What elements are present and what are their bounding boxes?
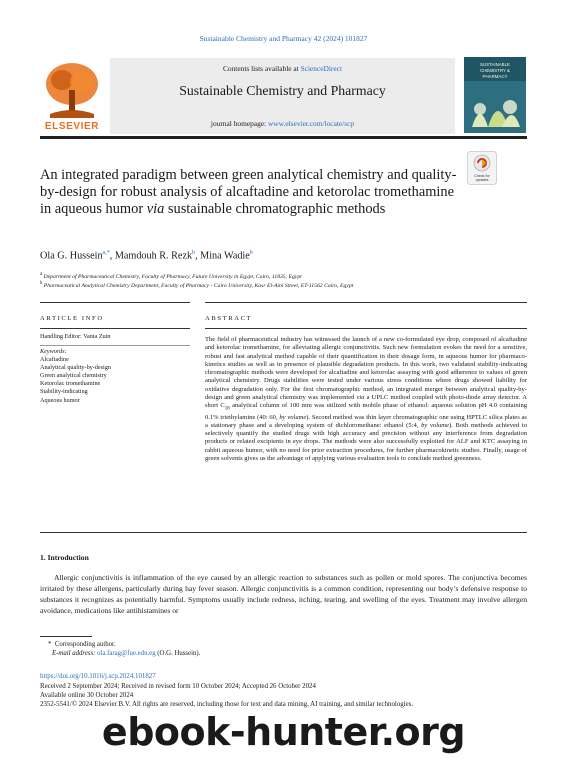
affiliation: $^a$ Department of Pharmaceutical Chemistry, Faculty of Pharmacy, Future University in Egypt, Cairo, 11835, Egypt bbox=[40, 272, 302, 280]
keywords-block bbox=[40, 348, 190, 405]
footnote-rule bbox=[40, 636, 92, 637]
keywords-label: Keywords: bbox=[40, 348, 67, 355]
article-info-rule bbox=[40, 328, 190, 329]
author-list: Ola G. Hussein$^{a,*}$, Mamdouh R. Rezk$^b$, Mina Wadie$^b$ bbox=[40, 250, 253, 262]
corresponding-author-note: * Corresponding author. bbox=[48, 641, 116, 648]
watermark-text: ebook-hunter.org bbox=[101, 710, 466, 754]
keywords-rule bbox=[40, 345, 190, 346]
abstract-text: The field of pharmaceutical industry has witnessed the launch of a new co-formulated eye drop, composed of alcaftadine and ketorolac tromethamine, for alleviating allergic conjunctivitis. Such new formulation evokes the need for a sensitive, robust and fast analytical method capable of their quantification in their dosage form, in aqueous humor for pharmaco-kinetics studies as well as in presence of plausible degradation products. In this work, two validated stability-indicating chromatographic methods were developed for alcaftadine and ketorolac assaying with good adherence to values of green analytical chemistry. Drugs stabilities were tested under various stress conditions where drugs showed liability for oxidative degradation only. For the first chromatographic method, an integrated merger between analytical quality-by-design and green analytical chemistry was implemented via a UPLC method coupled with photo-diode array detector. A short $C_{18}$ analytical column of 100 mm was utilized with mobile phase of ethanol: aqueous solution pH 4.0 containing 0.1% triethylamine (40: 60, by volume). Second method was thin layer chromatographic one using HPTLC silica plates as a stationary phase and a developing system of dichloromethane: ethanol (5:4, by volume). Both methods achieved to selectively quantify the studied drugs with high accuracy and precision without any interference from degradation products or related excipients in eye drops. The methods were also successfully exploited for ALF and KTC assaying in rabbit aqueous humor, with no need for prior extraction procedures, for further pharmacokinetic studies. Finally, usage of green solvents gives us the advantage of applying various evaluation tools to conclude method greenness. bbox=[205, 336, 527, 462]
keyword: Alcaftadine bbox=[40, 356, 69, 364]
online-date: Available online 30 October 2024 bbox=[40, 692, 134, 699]
journal-citation[interactable]: Sustainable Chemistry and Pharmacy 42 (2024) 101827 bbox=[199, 34, 368, 43]
section-heading-introduction: 1. Introduction bbox=[40, 553, 89, 562]
abstract-rule bbox=[205, 328, 527, 329]
keyword: Green analytical chemistry bbox=[40, 372, 107, 380]
author-name[interactable]: Mamdouh R. Rezk bbox=[114, 250, 193, 262]
email-link[interactable]: ola.farag@fue.edu.eg bbox=[97, 650, 156, 657]
copyright-line: 2352-5541/© 2024 Elsevier B.V. All rights are reserved, including those for text and data mining, AI training, and similar technologies. bbox=[40, 701, 414, 708]
sciencedirect-link[interactable]: ScienceDirect bbox=[300, 64, 343, 73]
article-title: An integrated paradigm between green analytical chemistry and quality-by-design for robust analysis of alcaftadine and ketorolac tromethamine in aqueous humor via sustainable chromatographic methods bbox=[40, 167, 457, 218]
keyword: Ketorolac tromethamine bbox=[40, 380, 101, 388]
journal-cover-image[interactable] bbox=[464, 57, 526, 133]
check-for-updates-label-2: updates bbox=[475, 178, 489, 182]
cover-title-line3: PHARMACY bbox=[482, 74, 508, 79]
handling-editor: Handling Editor: Vania Zuin bbox=[40, 333, 111, 340]
affiliation: $^b$ Pharmaceutical Analytical Chemistry Department, Faculty of Pharmacy - Cairo University, Kasr El-Aini Street, ET-11562 Cairo, Egypt bbox=[40, 281, 354, 289]
header-rule bbox=[40, 136, 527, 139]
introduction-paragraph: Allergic conjunctivitis is inflammation of the eye caused by an allergic reaction to substances such as pollen or mold spores. The conjunctiva becomes irritated by these allergens, particularly during hay fever season. Allergic conjunctivitis is a common condition, representing our body’s defensive response to substances it recognizes as potentially harmful. Symptoms usually include redness, itching, tearing, and swelling of the eyes. Treatment may involve allergen avoidance, medications like antihistamines or bbox=[40, 573, 527, 615]
received-dates: Received 2 September 2024; Received in revised form 10 October 2024; Accepted 26 October 2024 bbox=[40, 683, 316, 690]
elsevier-tree-logo bbox=[40, 60, 104, 130]
homepage-line: journal homepage: www.elsevier.com/locate/scp bbox=[210, 119, 355, 128]
doi-link[interactable]: https://doi.org/10.1016/j.scp.2024.101827 bbox=[40, 673, 156, 680]
email-note: E-mail address: ola.farag@fue.edu.eg (O.G. Hussein). bbox=[52, 650, 201, 657]
check-for-updates-label: Check for bbox=[474, 174, 490, 178]
keyword: Stability-indicating bbox=[40, 388, 88, 396]
check-for-updates-icon[interactable] bbox=[467, 151, 497, 185]
cover-title-line2: CHEMISTRY & bbox=[480, 68, 510, 73]
article-info-rule-top bbox=[40, 302, 190, 303]
author-affil-marker[interactable]: b bbox=[192, 250, 196, 256]
author-name[interactable]: Ola G. Hussein bbox=[40, 250, 103, 262]
homepage-link[interactable]: www.elsevier.com/locate/scp bbox=[267, 119, 355, 128]
keyword: Analytical quality-by-design bbox=[40, 364, 111, 372]
cover-title-line1: SUSTAINABLE bbox=[480, 62, 510, 67]
contents-line: Contents lists available at ScienceDirect bbox=[222, 64, 343, 73]
keyword: Aqueous humor bbox=[40, 396, 80, 404]
author-name[interactable]: Mina Wadie bbox=[200, 250, 250, 262]
author-affil-marker[interactable]: b bbox=[249, 250, 253, 256]
abstract-rule-bottom bbox=[40, 532, 527, 533]
publisher-wordmark: ELSEVIER bbox=[44, 121, 100, 132]
journal-name: Sustainable Chemistry and Pharmacy bbox=[179, 83, 386, 98]
abstract-heading: ABSTRACT bbox=[205, 315, 253, 322]
article-info-heading: ARTICLE INFO bbox=[40, 315, 104, 322]
abstract-rule-top bbox=[205, 302, 527, 303]
author-affil-marker[interactable]: a,* bbox=[102, 250, 110, 256]
